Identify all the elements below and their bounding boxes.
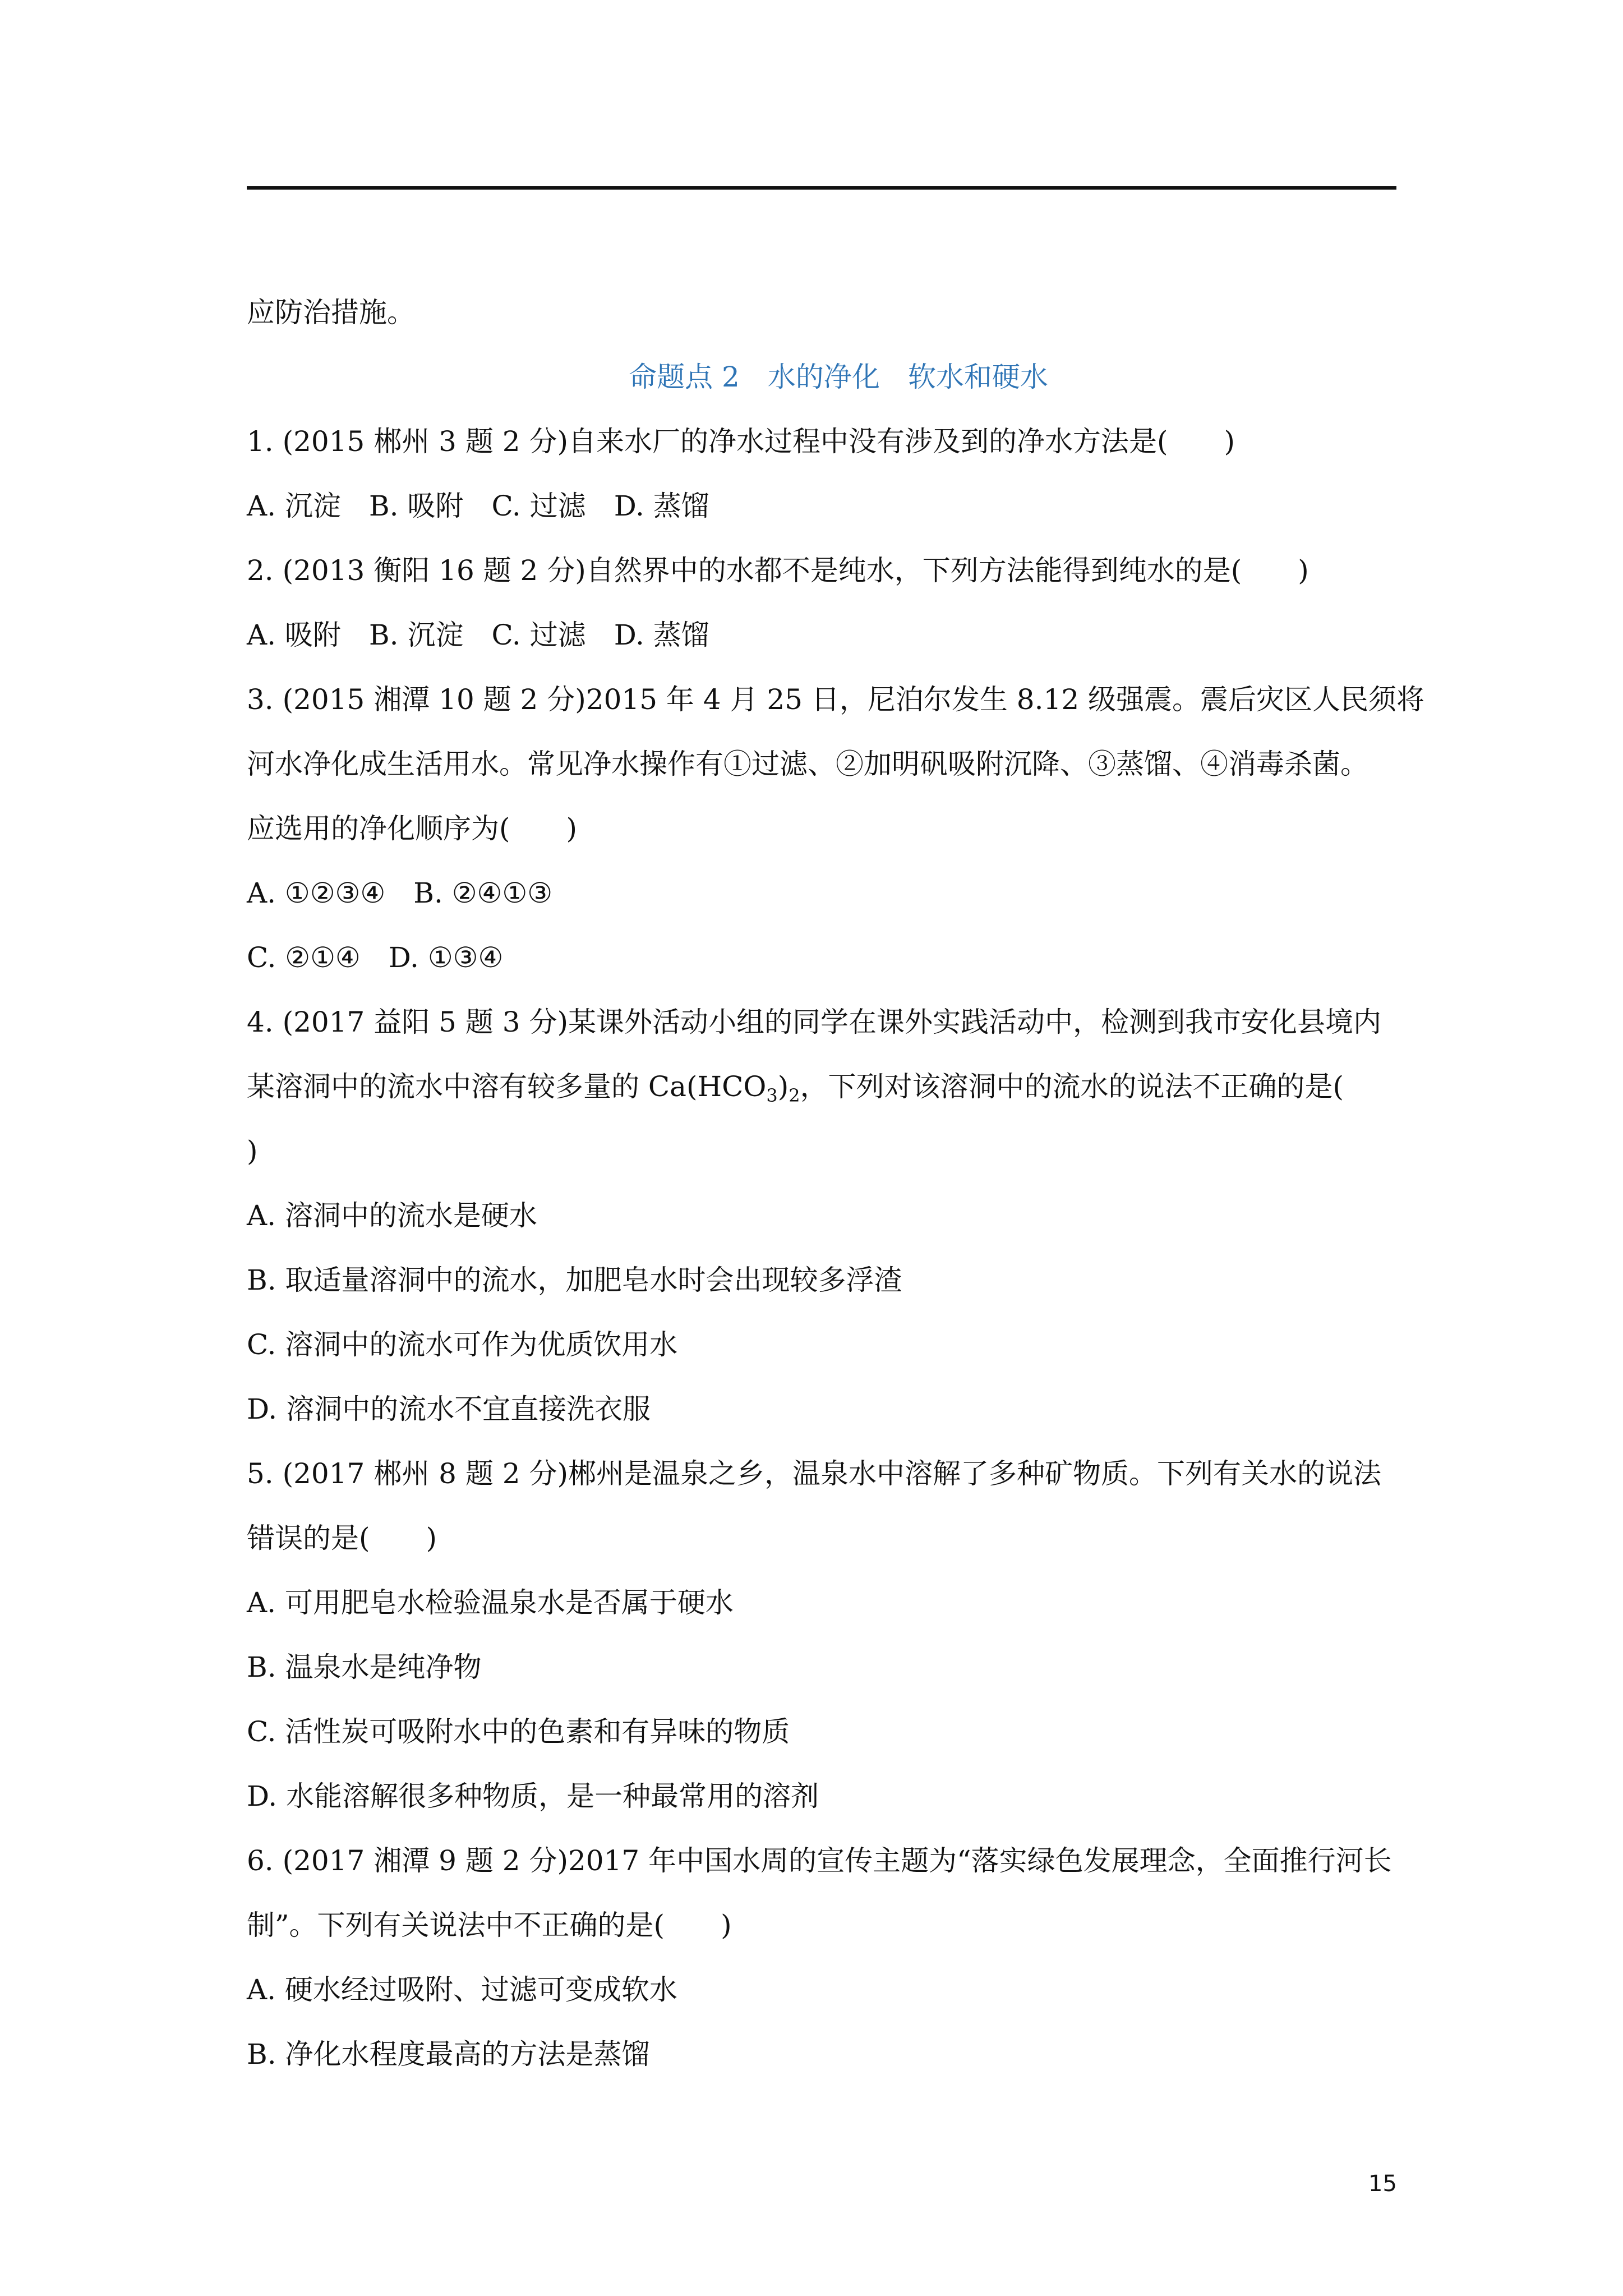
question-stem: 5. (2017 郴州 8 题 2 分)郴州是温泉之乡，温泉水中溶解了多种矿物质。下列有关水的说法 bbox=[247, 1457, 1381, 1490]
option-d: D. 蒸馏 bbox=[614, 490, 709, 522]
question-2 bbox=[247, 539, 1396, 668]
option-b: B. 沉淀 bbox=[368, 619, 464, 651]
option-a: A. 硬水经过吸附、过滤可变成软水 bbox=[247, 1973, 677, 2006]
question-stem: ) bbox=[247, 1135, 258, 1167]
option-b: B. 吸附 bbox=[368, 490, 464, 522]
question-3 bbox=[247, 668, 1425, 990]
question-stem: 制”。下列有关说法中不正确的是( ) bbox=[247, 1909, 732, 1941]
question-stem: 3. (2015 湘潭 10 题 2 分)2015 年 4 月 25 日，尼泊尔发生 8.12 级强震。震后灾区人民须将 bbox=[247, 683, 1425, 716]
option-a: A. ①②③④ bbox=[247, 877, 386, 909]
option-b: B. 净化水程度最高的方法是蒸馏 bbox=[247, 2038, 650, 2070]
option-row bbox=[247, 474, 1396, 539]
option-d: D. 水能溶解很多种物质，是一种最常用的溶剂 bbox=[247, 1780, 819, 1812]
question-6 bbox=[247, 1829, 1396, 2087]
option-c: C. 活性炭可吸附水中的色素和有异味的物质 bbox=[247, 1715, 790, 1748]
option-row bbox=[247, 926, 1396, 990]
option-a: A. 溶洞中的流水是硬水 bbox=[247, 1199, 537, 1232]
option-a: A. 吸附 bbox=[247, 619, 341, 651]
stem-text: ，下列对该溶洞中的流水的说法不正确的是( bbox=[800, 1070, 1344, 1103]
question-stem: 1. (2015 郴州 3 题 2 分)自来水厂的净水过程中没有涉及到的净水方法是( ) bbox=[247, 425, 1235, 458]
option-a: A. 沉淀 bbox=[247, 490, 341, 522]
option-a: A. 可用肥皂水检验温泉水是否属于硬水 bbox=[247, 1586, 734, 1619]
option-c: C. ②①④ bbox=[247, 941, 361, 974]
option-row bbox=[247, 861, 1396, 926]
option-c: C. 溶洞中的流水可作为优质饮用水 bbox=[247, 1328, 678, 1361]
header-rule bbox=[247, 186, 1396, 190]
question-4 bbox=[247, 990, 1396, 1442]
question-stem bbox=[247, 1055, 1396, 1119]
option-row bbox=[247, 603, 1396, 668]
question-stem: 6. (2017 湘潭 9 题 2 分)2017 年中国水周的宣传主题为“落实绿色发展理念，全面推行河长 bbox=[247, 1844, 1392, 1877]
option-d: D. 蒸馏 bbox=[614, 619, 709, 651]
stem-text: 某溶洞中的流水中溶有较多量的 Ca(HCO bbox=[247, 1070, 767, 1103]
continuation-text: 应防治措施。 bbox=[247, 296, 415, 329]
question-1 bbox=[247, 409, 1396, 539]
subscript: 2 bbox=[789, 1085, 800, 1106]
option-c: C. 过滤 bbox=[491, 490, 586, 522]
question-stem: 应选用的净化顺序为( ) bbox=[247, 812, 578, 845]
option-d: D. 溶洞中的流水不宜直接洗衣服 bbox=[247, 1393, 651, 1425]
option-b: B. 取适量溶洞中的流水，加肥皂水时会出现较多浮渣 bbox=[247, 1264, 902, 1296]
question-5 bbox=[247, 1442, 1396, 1829]
question-stem: 4. (2017 益阳 5 题 3 分)某课外活动小组的同学在课外实践活动中，检测到我市安化县境内 bbox=[247, 1006, 1381, 1038]
question-stem: 错误的是( ) bbox=[247, 1522, 437, 1554]
stem-text: ) bbox=[777, 1070, 789, 1103]
option-d: D. ①③④ bbox=[388, 941, 504, 974]
page-content bbox=[247, 280, 1425, 2087]
subscript: 3 bbox=[766, 1085, 778, 1106]
question-stem: 河水净化成生活用水。常见净水操作有①过滤、②加明矾吸附沉降、③蒸馏、④消毒杀菌。 bbox=[247, 748, 1368, 780]
question-stem: 2. (2013 衡阳 16 题 2 分)自然界中的水都不是纯水，下列方法能得到纯水的是( ) bbox=[247, 554, 1309, 587]
page-number: 15 bbox=[1368, 2171, 1397, 2197]
section-title: 命题点 2 水的净化 软水和硬水 bbox=[629, 361, 1048, 393]
option-b: B. ②④①③ bbox=[413, 877, 553, 909]
option-b: B. 温泉水是纯净物 bbox=[247, 1651, 482, 1683]
option-c: C. 过滤 bbox=[491, 619, 586, 651]
